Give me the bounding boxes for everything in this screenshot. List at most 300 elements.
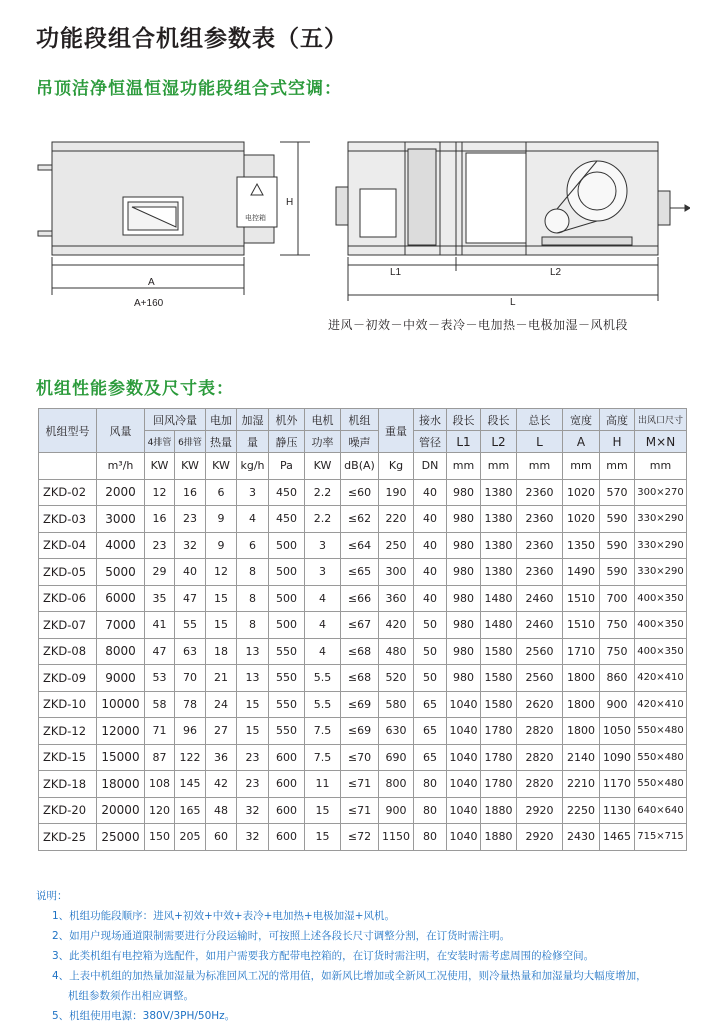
table-cell: 1780 xyxy=(481,771,517,798)
notes-heading: 说明： xyxy=(36,890,68,902)
table-cell: 2620 xyxy=(517,691,563,718)
table-cell: 360 xyxy=(379,585,414,612)
table-cell: 87 xyxy=(145,744,175,771)
table-cell: 1780 xyxy=(481,718,517,745)
table-cell: 48 xyxy=(206,797,237,824)
table-cell: 40 xyxy=(414,479,447,506)
col-cool: 回风冷量 xyxy=(145,409,206,431)
col-l: 总长 xyxy=(517,409,563,431)
table-cell: 2460 xyxy=(517,585,563,612)
table-cell: 15 xyxy=(237,718,269,745)
table-cell: 21 xyxy=(206,665,237,692)
col-cool6: 6排管 xyxy=(175,431,206,453)
table-cell: 580 xyxy=(379,691,414,718)
unit-hum: kg/h xyxy=(237,453,269,480)
table-cell: 32 xyxy=(175,532,206,559)
side-view xyxy=(38,142,310,295)
table-cell: 550 xyxy=(269,638,305,665)
table-cell: 50 xyxy=(414,665,447,692)
table-cell: 7000 xyxy=(97,612,145,639)
unit-l2: mm xyxy=(481,453,517,480)
table-cell: 2920 xyxy=(517,824,563,851)
col-noise: 机组 xyxy=(341,409,379,431)
unit-l1: mm xyxy=(447,453,481,480)
table-cell: ≤67 xyxy=(341,612,379,639)
table-cell: 640×640 xyxy=(635,797,687,824)
table-cell: 2360 xyxy=(517,559,563,586)
dim-l1: L1 xyxy=(390,267,402,278)
table-cell: 65 xyxy=(414,744,447,771)
table-cell: 550×480 xyxy=(635,771,687,798)
table-cell: 5.5 xyxy=(305,665,341,692)
table-cell: 750 xyxy=(600,612,635,639)
cell-model: ZKD-02 xyxy=(39,479,97,506)
col-motor-2: 功率 xyxy=(305,431,341,453)
table-cell: 70 xyxy=(175,665,206,692)
col-pipe-2: 管径 xyxy=(414,431,447,453)
table-cell: 9 xyxy=(206,532,237,559)
table-cell: 2360 xyxy=(517,532,563,559)
table-cell: 16 xyxy=(175,479,206,506)
table-cell: 108 xyxy=(145,771,175,798)
table-cell: 1020 xyxy=(563,479,600,506)
table-cell: 1040 xyxy=(447,718,481,745)
table-cell: 4 xyxy=(305,612,341,639)
table-cell: 980 xyxy=(447,585,481,612)
table-cell: 47 xyxy=(145,638,175,665)
table-cell: 590 xyxy=(600,559,635,586)
table-cell: 2000 xyxy=(97,479,145,506)
table-cell: 190 xyxy=(379,479,414,506)
table-cell: 550×480 xyxy=(635,718,687,745)
cell-model: ZKD-12 xyxy=(39,718,97,745)
note-4-cont: 机组参数须作出相应调整。 xyxy=(68,990,194,1002)
table-cell: 15 xyxy=(206,585,237,612)
table-cell: 500 xyxy=(269,585,305,612)
table-cell: 60 xyxy=(206,824,237,851)
col-w: 宽度 xyxy=(563,409,600,431)
table-cell: 1130 xyxy=(600,797,635,824)
col-weight: 重量 xyxy=(379,409,414,453)
table-cell: 1380 xyxy=(481,506,517,533)
table-cell: 800 xyxy=(379,771,414,798)
col-press-2: 静压 xyxy=(269,431,305,453)
table-cell: 4 xyxy=(237,506,269,533)
table-cell: 1480 xyxy=(481,585,517,612)
table-cell: 300×270 xyxy=(635,479,687,506)
table-cell: 220 xyxy=(379,506,414,533)
table-cell: 1880 xyxy=(481,824,517,851)
table-cell: 1350 xyxy=(563,532,600,559)
function-sequence: 进风－初效－中效－表冷－电加热－电极加湿－风机段 xyxy=(328,318,629,332)
unit-pipe: DN xyxy=(414,453,447,480)
table-cell: 12 xyxy=(145,479,175,506)
table-cell: 20000 xyxy=(97,797,145,824)
header-row-1 xyxy=(39,409,687,431)
table-cell: 80 xyxy=(414,771,447,798)
col-model: 机组型号 xyxy=(39,409,97,453)
table-row xyxy=(39,532,687,559)
table-cell: 40 xyxy=(414,532,447,559)
table-cell: 5.5 xyxy=(305,691,341,718)
cell-model: ZKD-15 xyxy=(39,744,97,771)
table-cell: 12000 xyxy=(97,718,145,745)
cell-model: ZKD-08 xyxy=(39,638,97,665)
table-row xyxy=(39,612,687,639)
table-row xyxy=(39,824,687,851)
table-cell: 15000 xyxy=(97,744,145,771)
table-cell: 9000 xyxy=(97,665,145,692)
table-cell: 58 xyxy=(145,691,175,718)
table-cell: 1040 xyxy=(447,824,481,851)
control-box-label: 电控箱 xyxy=(245,215,266,222)
table-cell: 3 xyxy=(305,559,341,586)
table-cell: 1040 xyxy=(447,771,481,798)
unit-press: Pa xyxy=(269,453,305,480)
unit-heat: KW xyxy=(206,453,237,480)
cell-model: ZKD-05 xyxy=(39,559,97,586)
cell-model: ZKD-06 xyxy=(39,585,97,612)
page-title: 功能段组合机组参数表（五） xyxy=(36,26,348,52)
table-cell: 1800 xyxy=(563,718,600,745)
table-cell: 1050 xyxy=(600,718,635,745)
note-2: 2、如用户现场通道限制需要进行分段运输时，可按照上述各段长尺寸调整分割，在订货时需注明。 xyxy=(52,930,511,942)
table-cell: 7.5 xyxy=(305,718,341,745)
table-row xyxy=(39,665,687,692)
table-cell: 980 xyxy=(447,532,481,559)
unit-drawing xyxy=(30,125,690,315)
cell-model: ZKD-20 xyxy=(39,797,97,824)
table-cell: 40 xyxy=(414,559,447,586)
table-cell: 18000 xyxy=(97,771,145,798)
table-cell: 8 xyxy=(237,585,269,612)
unit-row xyxy=(39,453,687,480)
cell-model: ZKD-04 xyxy=(39,532,97,559)
dim-l2: L2 xyxy=(550,267,562,278)
unit-air: m³/h xyxy=(97,453,145,480)
table-row xyxy=(39,797,687,824)
table-cell: 15 xyxy=(237,691,269,718)
table-cell: 600 xyxy=(269,744,305,771)
col-l2: 段长 xyxy=(481,409,517,431)
table-cell: 80 xyxy=(414,797,447,824)
note-5: 5、机组使用电源：380V/3PH/50Hz。 xyxy=(52,1010,236,1022)
table-cell: 12 xyxy=(206,559,237,586)
table-cell: ≤64 xyxy=(341,532,379,559)
col-l1: 段长 xyxy=(447,409,481,431)
table-cell: 40 xyxy=(414,506,447,533)
unit-motor: KW xyxy=(305,453,341,480)
col-pipe: 接水 xyxy=(414,409,447,431)
table-cell: 2460 xyxy=(517,612,563,639)
table-cell: 330×290 xyxy=(635,559,687,586)
table-cell: 300 xyxy=(379,559,414,586)
unit-weight: Kg xyxy=(379,453,414,480)
table-cell: 40 xyxy=(414,585,447,612)
col-motor: 电机 xyxy=(305,409,341,431)
table-cell: 4 xyxy=(305,638,341,665)
table-cell: 23 xyxy=(237,744,269,771)
table-cell: 32 xyxy=(237,824,269,851)
cell-model: ZKD-03 xyxy=(39,506,97,533)
table-cell: 590 xyxy=(600,532,635,559)
table-cell: ≤66 xyxy=(341,585,379,612)
table-row xyxy=(39,559,687,586)
table-cell: ≤71 xyxy=(341,771,379,798)
table-cell: 2820 xyxy=(517,771,563,798)
table-cell: 145 xyxy=(175,771,206,798)
unit-w: mm xyxy=(563,453,600,480)
table-cell: 330×290 xyxy=(635,506,687,533)
table-cell: 2360 xyxy=(517,506,563,533)
table-cell: 250 xyxy=(379,532,414,559)
table-cell: 400×350 xyxy=(635,638,687,665)
spec-table xyxy=(38,408,687,851)
table-cell: 1380 xyxy=(481,532,517,559)
table-cell: 29 xyxy=(145,559,175,586)
table-cell: 700 xyxy=(600,585,635,612)
table-cell: 13 xyxy=(237,638,269,665)
table-cell: 71 xyxy=(145,718,175,745)
table-cell: 1510 xyxy=(563,585,600,612)
table-cell: 7.5 xyxy=(305,744,341,771)
table-cell: 1040 xyxy=(447,797,481,824)
table-cell: 420 xyxy=(379,612,414,639)
table-cell: 550 xyxy=(269,718,305,745)
table-cell: 980 xyxy=(447,665,481,692)
table-row xyxy=(39,771,687,798)
table-cell: ≤71 xyxy=(341,797,379,824)
table-cell: 96 xyxy=(175,718,206,745)
table-cell: 35 xyxy=(145,585,175,612)
table-cell: 47 xyxy=(175,585,206,612)
table-cell: 6 xyxy=(206,479,237,506)
table-cell: 1465 xyxy=(600,824,635,851)
note-1: 1、机组功能段顺序：进风+初效+中效+表冷+电加热+电极加湿+风机。 xyxy=(52,910,395,922)
table-cell: 1040 xyxy=(447,691,481,718)
section-subtitle: 吊顶洁净恒温恒湿功能段组合式空调： xyxy=(36,79,342,99)
table-row xyxy=(39,585,687,612)
table-cell: 15 xyxy=(206,612,237,639)
table-body xyxy=(39,479,687,850)
table-cell: 1580 xyxy=(481,638,517,665)
table-cell: 122 xyxy=(175,744,206,771)
table-cell: 23 xyxy=(145,532,175,559)
cell-model: ZKD-09 xyxy=(39,665,97,692)
table-cell: 2250 xyxy=(563,797,600,824)
col-hum-2: 量 xyxy=(237,431,269,453)
table-cell: 2210 xyxy=(563,771,600,798)
col-h: 高度 xyxy=(600,409,635,431)
note-4: 4、上表中机组的加热量加湿量为标准回风工况的常用值，如新风比增加或全新风工况使用，则冷量热量和加湿量均大幅度增加， xyxy=(52,970,647,982)
unit-out: mm xyxy=(635,453,687,480)
table-cell: 400×350 xyxy=(635,585,687,612)
table-cell: 1510 xyxy=(563,612,600,639)
table-cell: 1090 xyxy=(600,744,635,771)
table-cell: 8 xyxy=(237,612,269,639)
table-row xyxy=(39,479,687,506)
table-cell: 2820 xyxy=(517,744,563,771)
unit-noise: dB(A) xyxy=(341,453,379,480)
table-cell: 420×410 xyxy=(635,691,687,718)
table-cell: 10000 xyxy=(97,691,145,718)
table-cell: 55 xyxy=(175,612,206,639)
table-cell: 1040 xyxy=(447,744,481,771)
table-cell: 120 xyxy=(145,797,175,824)
table-cell: ≤62 xyxy=(341,506,379,533)
table-cell: 2360 xyxy=(517,479,563,506)
table-cell: ≤72 xyxy=(341,824,379,851)
dim-a160: A+160 xyxy=(134,298,164,309)
table-cell: 205 xyxy=(175,824,206,851)
cell-model: ZKD-25 xyxy=(39,824,97,851)
col-l2-2: L2 xyxy=(481,431,517,453)
table-cell: 1480 xyxy=(481,612,517,639)
table-cell: 600 xyxy=(269,797,305,824)
col-l-2: L xyxy=(517,431,563,453)
col-outlet: 出风口尺寸 xyxy=(635,409,687,431)
table-cell: 400×350 xyxy=(635,612,687,639)
table-cell: 63 xyxy=(175,638,206,665)
table-cell: 80 xyxy=(414,824,447,851)
unit-l: mm xyxy=(517,453,563,480)
table-cell: ≤70 xyxy=(341,744,379,771)
table-cell: 16 xyxy=(145,506,175,533)
table-cell: 980 xyxy=(447,479,481,506)
cell-model: ZKD-07 xyxy=(39,612,97,639)
col-heat-2: 热量 xyxy=(206,431,237,453)
table-cell: 25000 xyxy=(97,824,145,851)
table-cell: 2.2 xyxy=(305,479,341,506)
table-row xyxy=(39,744,687,771)
table-cell: 715×715 xyxy=(635,824,687,851)
table-cell: 6000 xyxy=(97,585,145,612)
table-cell: 9 xyxy=(206,506,237,533)
table-cell: 450 xyxy=(269,506,305,533)
table-cell: 980 xyxy=(447,638,481,665)
table-cell: 860 xyxy=(600,665,635,692)
table-cell: 1800 xyxy=(563,665,600,692)
table-cell: 330×290 xyxy=(635,532,687,559)
cell-model: ZKD-18 xyxy=(39,771,97,798)
col-heat: 电加 xyxy=(206,409,237,431)
table-cell: 1780 xyxy=(481,744,517,771)
table-cell: 150 xyxy=(145,824,175,851)
dim-l: L xyxy=(510,297,516,308)
table-title: 机组性能参数及尺寸表： xyxy=(36,379,234,399)
table-cell: ≤69 xyxy=(341,691,379,718)
table-cell: 500 xyxy=(269,612,305,639)
dim-a: A xyxy=(148,277,155,288)
unit-c4: KW xyxy=(145,453,175,480)
table-cell: 4000 xyxy=(97,532,145,559)
col-noise-2: 噪声 xyxy=(341,431,379,453)
col-w-2: A xyxy=(563,431,600,453)
table-cell: 53 xyxy=(145,665,175,692)
table-cell: 40 xyxy=(175,559,206,586)
table-cell: 5000 xyxy=(97,559,145,586)
table-cell: 24 xyxy=(206,691,237,718)
cell-model: ZKD-10 xyxy=(39,691,97,718)
table-cell: 8000 xyxy=(97,638,145,665)
table-cell: 27 xyxy=(206,718,237,745)
table-cell: 41 xyxy=(145,612,175,639)
unit-c6: KW xyxy=(175,453,206,480)
table-cell: 13 xyxy=(237,665,269,692)
table-cell: 2140 xyxy=(563,744,600,771)
table-cell: 4 xyxy=(305,585,341,612)
table-cell: 600 xyxy=(269,824,305,851)
note-3: 3、此类机组有电控箱为选配件，如用户需要我方配带电控箱的，在订货时需注明，在安装时需考虑周围的检修空间。 xyxy=(52,950,595,962)
table-cell: 1170 xyxy=(600,771,635,798)
col-h-2: H xyxy=(600,431,635,453)
table-cell: 420×410 xyxy=(635,665,687,692)
table-cell: 32 xyxy=(237,797,269,824)
table-cell: 550×480 xyxy=(635,744,687,771)
table-cell: 11 xyxy=(305,771,341,798)
table-cell: ≤68 xyxy=(341,665,379,692)
table-cell: 1150 xyxy=(379,824,414,851)
table-cell: 450 xyxy=(269,479,305,506)
table-cell: 78 xyxy=(175,691,206,718)
table-cell: 3 xyxy=(237,479,269,506)
table-cell: 1880 xyxy=(481,797,517,824)
table-cell: 1490 xyxy=(563,559,600,586)
table-cell: ≤68 xyxy=(341,638,379,665)
notes xyxy=(36,886,647,1026)
table-cell: 980 xyxy=(447,612,481,639)
table-cell: 50 xyxy=(414,612,447,639)
col-air: 风量 xyxy=(97,409,145,453)
table-cell: 3000 xyxy=(97,506,145,533)
table-cell: 6 xyxy=(237,532,269,559)
table-cell: 480 xyxy=(379,638,414,665)
table-cell: 590 xyxy=(600,506,635,533)
table-cell: 520 xyxy=(379,665,414,692)
table-cell: 1710 xyxy=(563,638,600,665)
table-cell: 2560 xyxy=(517,638,563,665)
table-cell: 2820 xyxy=(517,718,563,745)
table-cell: 165 xyxy=(175,797,206,824)
table-cell: 15 xyxy=(305,797,341,824)
table-cell: 1380 xyxy=(481,479,517,506)
table-cell: 65 xyxy=(414,718,447,745)
table-row xyxy=(39,691,687,718)
table-cell: 65 xyxy=(414,691,447,718)
table-cell: 1580 xyxy=(481,691,517,718)
table-cell: 550 xyxy=(269,665,305,692)
table-cell: 2.2 xyxy=(305,506,341,533)
table-cell: 3 xyxy=(305,532,341,559)
col-press: 机外 xyxy=(269,409,305,431)
table-cell: 50 xyxy=(414,638,447,665)
table-cell: 1020 xyxy=(563,506,600,533)
table-cell: 630 xyxy=(379,718,414,745)
col-l1-2: L1 xyxy=(447,431,481,453)
table-cell: 500 xyxy=(269,559,305,586)
table-cell: 900 xyxy=(600,691,635,718)
table-cell: 500 xyxy=(269,532,305,559)
table-cell: 980 xyxy=(447,506,481,533)
table-cell: 42 xyxy=(206,771,237,798)
unit-h: mm xyxy=(600,453,635,480)
table-cell: ≤65 xyxy=(341,559,379,586)
col-hum: 加湿 xyxy=(237,409,269,431)
table-cell: 900 xyxy=(379,797,414,824)
table-cell: 980 xyxy=(447,559,481,586)
table-cell: 600 xyxy=(269,771,305,798)
table-cell: 23 xyxy=(175,506,206,533)
